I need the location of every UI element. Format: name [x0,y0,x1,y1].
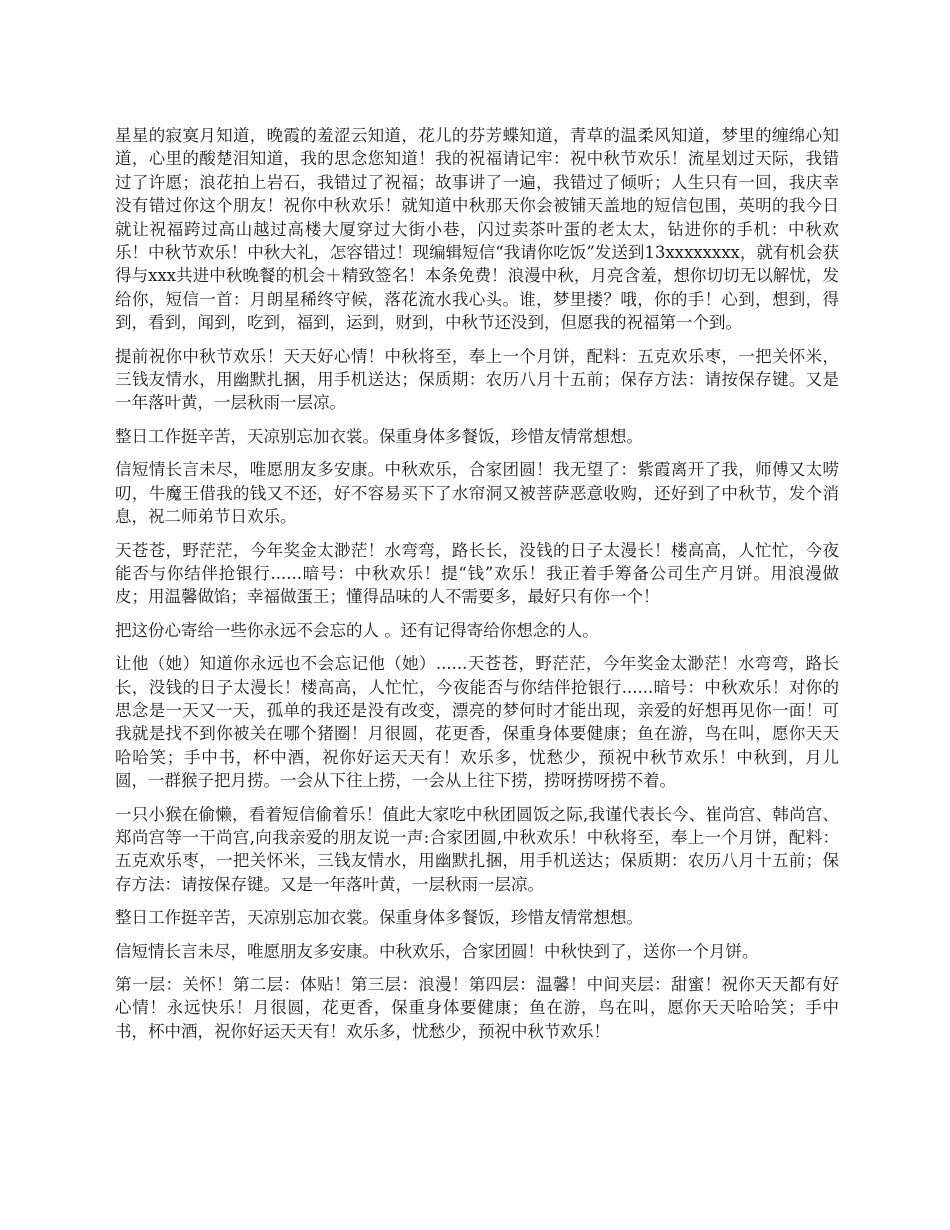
paragraph-3: 整日工作挺辛苦，天凉别忘加衣裳。保重身体多餐饭，珍惜友情常想想。 [115,426,643,446]
paragraph-2: 提前祝你中秋节欢乐！天天好心情！中秋将至，奉上一个月饼，配料：五克欢乐枣，一把关怀米，三钱友情水，用幽默扎捆，用手机送达；保质期：农历八月十五前；保存方法：请按保存键。又是一年落叶黄，一层秋雨一层凉。 [115,346,839,413]
paragraph-10: 信短情长言未尽，唯愿朋友多安康。中秋欢乐，合家团圆！中秋快到了，送你一个月饼。 [115,941,759,961]
paragraph-6: 把这份心寄给一些你永远不会忘的人 。还有记得寄给你想念的人。 [115,620,599,640]
paragraph-8: 一只小猴在偷懒，看着短信偷着乐！值此大家吃中秋团圆饭之际,我谨代表长今、崔尚宫、韩尚宫、郑尚宫等一干尚宫,向我亲爱的朋友说一声:合家团圆,中秋欢乐！中秋将至，奉上一个月饼，配料：五克欢乐枣，一把关怀米，三钱友情水，用幽默扎捆，用手机送达；保质期：农历八月十五前；保存方法：请按保存键。又是一年落叶黄，一层秋雨一层凉。 [115,804,839,894]
paragraph-5: 天苍苍，野茫茫，今年奖金太渺茫！水弯弯，路长长，没钱的日子太漫长！楼高高，人忙忙，今夜能否与你结伴抢银行......暗号：中秋欢乐！提“钱”欢乐！我正着手筹备公司生产月饼。用浪漫做皮；用温馨做馅；幸福做蛋王；懂得品味的人不需要多，最好只有你一个！ [115,540,839,607]
paragraph-4: 信短情长言未尽，唯愿朋友多安康。中秋欢乐，合家团圆！我无望了：紫霞离开了我，师傅又太唠叨，牛魔王借我的钱又不还，好不容易买下了水帘洞又被菩萨恶意收购，还好到了中秋节，发个消息，祝二师弟节日欢乐。 [115,460,839,527]
paragraph-7: 让他（她）知道你永远也不会忘记他（她）......天苍苍，野茫茫，今年奖金太渺茫！水弯弯，路长长，没钱的日子太漫长！楼高高，人忙忙，今夜能否与你结伴抢银行......暗号：中秋欢乐！对你的思念是一天又一天，孤单的我还是没有改变，漂亮的梦何时才能出现，亲爱的好想再见你一面！可我就是找不到你被关在哪个猪圈！月很圆，花更香，保重身体要健康；鱼在游，鸟在叫，愿你天天哈哈笑；手中书，杯中酒，祝你好运天天有！欢乐多，忧愁少，预祝中秋节欢乐！中秋到，月儿圆，一群猴子把月捞。一会从下往上捞，一会从上往下捞，捞呀捞呀捞不着。 [115,654,839,791]
paragraph-9: 整日工作挺辛苦，天凉别忘加衣裳。保重身体多餐饭，珍惜友情常想想。 [115,908,643,928]
paragraph-1: 星星的寂寞月知道，晚霞的羞涩云知道，花儿的芬芳蝶知道，青草的温柔风知道，梦里的缠绵心知道，心里的酸楚泪知道，我的思念您知道！我的祝福请记牢：祝中秋节欢乐！流星划过天际，我错过了许愿；浪花拍上岩石，我错过了祝福；故事讲了一遍，我错过了倾听；人生只有一回，我庆幸没有错过你这个朋友！祝你中秋欢乐！就知道中秋那天你会被铺天盖地的短信包围，英明的我今日就让祝福跨过高山越过高楼大厦穿过大街小巷，闪过卖茶叶蛋的老太太，钻进你的手机：中秋欢乐！中秋节欢乐！中秋大礼，怎容错过！现编辑短信“我请你吃饭”发送到13xxxxxxxx，就有机会获得与xxx共进中秋晚餐的机会＋精致签名！本条免费！浪漫中秋，月亮含羞，想你切切无以解忧，发给你，短信一首：月朗星稀终守候，落花流水我心头。谁，梦里搂？哦，你的手！心到，想到，得到，看到，闻到，吃到，福到，运到，财到，中秋节还没到，但愿我的祝福第一个到。 [115,126,839,333]
document-body [115,124,839,1053]
paragraph-11: 第一层：关怀！第二层：体贴！第三层：浪漫！第四层：温馨！中间夹层：甜蜜！祝你天天都有好心情！永远快乐！月很圆，花更香，保重身体要健康；鱼在游，鸟在叫，愿你天天哈哈笑；手中书，杯中酒，祝你好运天天有！欢乐多，忧愁少，预祝中秋节欢乐！ [115,975,839,1041]
